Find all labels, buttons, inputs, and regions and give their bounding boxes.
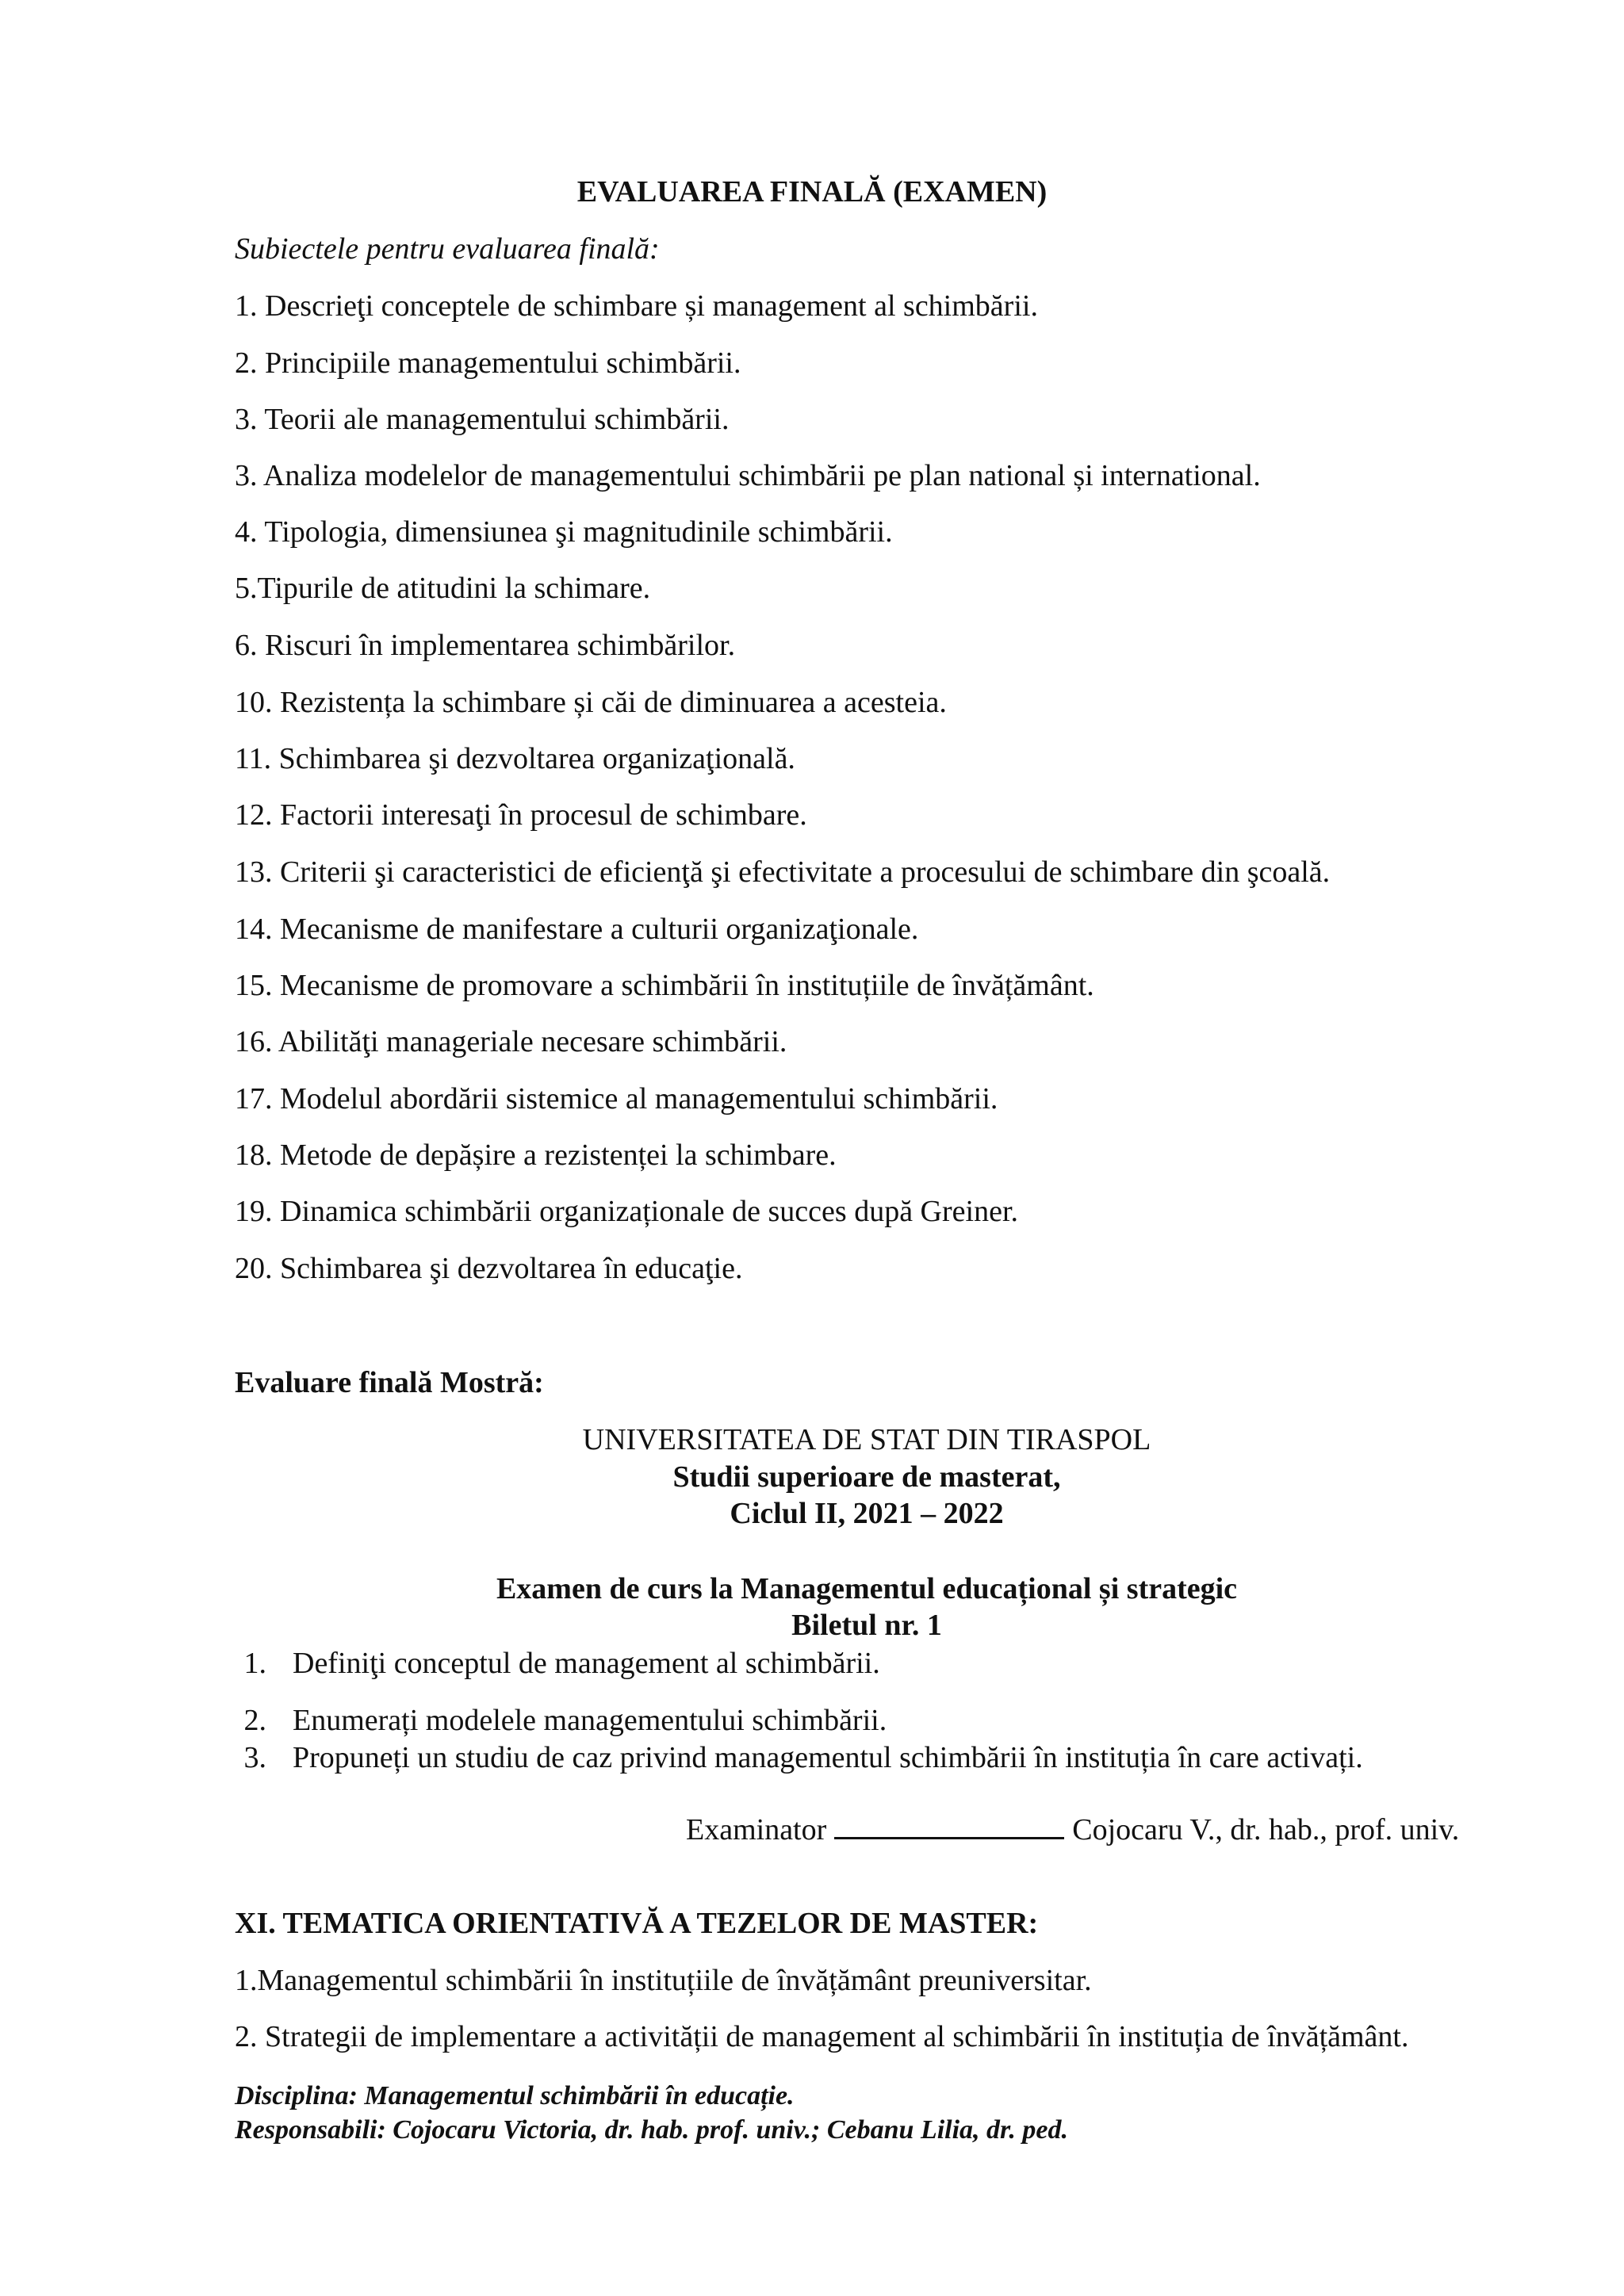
final-eval-item: 6. Riscuri în implementarea schimbărilor. [235, 629, 736, 662]
sample-heading: Evaluare finală Mostră: [235, 1366, 544, 1399]
final-eval-item: 11. Schimbarea şi dezvoltarea organizaţională. [235, 742, 795, 775]
question-number: 2. [243, 1704, 266, 1737]
examiner-line [686, 1812, 1459, 1847]
thesis-item: 2. Strategii de implementare a activității de management al schimbării în instituția de învățământ. [235, 2020, 1409, 2053]
final-eval-heading: EVALUAREA FINALĂ (EXAMEN) [576, 175, 1048, 209]
question-text: Propuneți un studiu de caz privind managementul schimbării în instituția în care activați. [293, 1741, 1363, 1774]
final-eval-item: 13. Criterii şi caracteristici de eficienţă şi efectivitate a procesului de schimbare din şcoală. [235, 855, 1331, 889]
university-name: UNIVERSITATEA DE STAT DIN TIRASPOL [582, 1423, 1151, 1456]
final-eval-item: 18. Metode de depășire a rezistenței la schimbare. [235, 1138, 837, 1172]
final-eval-item: 3. Teorii ale managementului schimbării. [235, 403, 730, 436]
ticket-question [235, 1646, 1503, 1681]
cycle-line: Ciclul II, 2021 – 2022 [730, 1497, 1004, 1530]
footer-responsible: Responsabili: Cojocaru Victoria, dr. hab. prof. univ.; Cebanu Lilia, dr. ped. [235, 2115, 1068, 2145]
final-eval-item: 15. Mecanisme de promovare a schimbării în instituțiile de învățământ. [235, 969, 1094, 1002]
signature-line [834, 1813, 1064, 1839]
final-eval-subtitle: Subiectele pentru evaluarea finală: [235, 232, 660, 266]
final-eval-item: 3. Analiza modelelor de managementului schimbării pe plan national și international. [235, 459, 1261, 492]
examiner-name: Cojocaru V., dr. hab., prof. univ. [1072, 1813, 1460, 1846]
final-eval-item: 12. Factorii interesaţi în procesul de schimbare. [235, 798, 807, 832]
final-eval-item: 14. Mecanisme de manifestare a culturii organizaţionale. [235, 913, 919, 946]
final-eval-item: 20. Schimbarea şi dezvoltarea în educaţie. [235, 1252, 743, 1285]
ticket-question [235, 1740, 1583, 1775]
exam-title: Examen de curs la Managementul educațional și strategic [496, 1572, 1238, 1605]
question-text: Definiţi conceptul de management al schimbării. [293, 1647, 880, 1680]
final-eval-item: 10. Rezistența la schimbare și căi de diminuarea a acesteia. [235, 686, 947, 719]
footer-discipline: Disciplina: Managementul schimbării în educație. [235, 2081, 795, 2110]
final-eval-item: 2. Principiile managementului schimbării. [235, 346, 741, 380]
final-eval-item: 1. Descrieţi conceptele de schimbare și management al schimbării. [235, 289, 1038, 323]
final-eval-item: 4. Tipologia, dimensiunea şi magnitudinile schimbării. [235, 515, 893, 549]
theses-heading: XI. TEMATICA ORIENTATIVĂ A TEZELOR DE MASTER: [235, 1907, 1039, 1940]
question-number: 3. [243, 1741, 266, 1774]
thesis-item: 1.Managementul schimbării în instituțiile de învățământ preuniversitar. [235, 1964, 1092, 1997]
final-eval-item: 5.Tipurile de atitudini la schimare. [235, 572, 651, 605]
ticket-question [235, 1703, 1503, 1738]
final-eval-item: 17. Modelul abordării sistemice al managementului schimbării. [235, 1082, 998, 1115]
final-eval-item: 19. Dinamica schimbării organizaționale de succes după Greiner. [235, 1195, 1018, 1228]
question-text: Enumerați modelele managementului schimbării. [293, 1704, 887, 1737]
final-eval-item: 16. Abilităţi manageriale necesare schimbării. [235, 1025, 787, 1058]
examiner-label: Examinator [686, 1813, 827, 1846]
question-number: 1. [243, 1647, 266, 1680]
studies-line: Studii superioare de masterat, [672, 1460, 1061, 1494]
ticket-number: Biletul nr. 1 [791, 1609, 942, 1642]
